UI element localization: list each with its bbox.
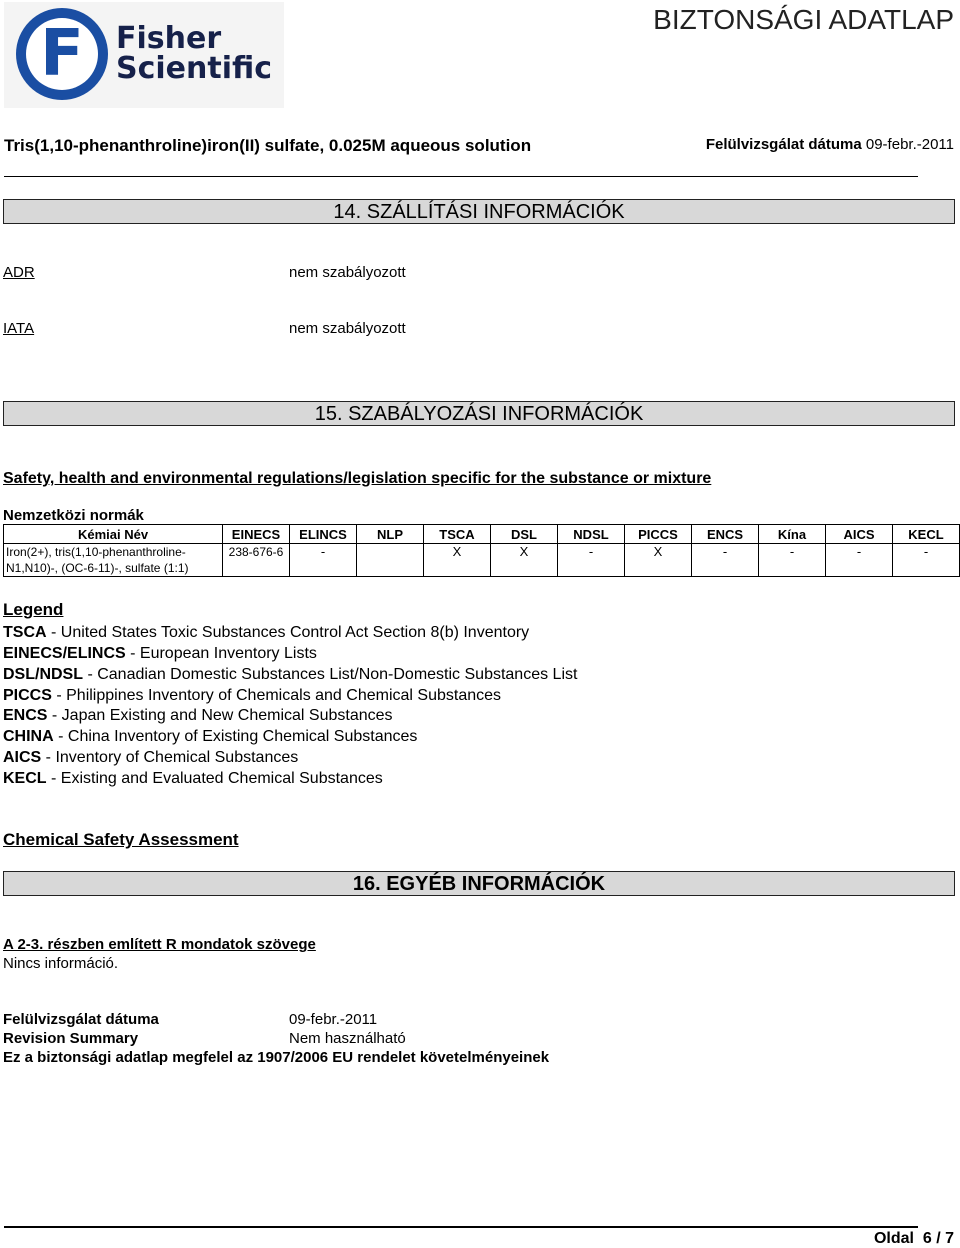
r-phrases-label: A 2-3. részben említett R mondatok szövege bbox=[3, 936, 316, 953]
r-phrases-value: Nincs információ. bbox=[3, 955, 119, 972]
kina-cell: - bbox=[759, 544, 826, 577]
nlp-cell bbox=[357, 544, 424, 577]
revision-summary-value: Nem használható bbox=[289, 1030, 406, 1047]
header-review-date bbox=[706, 136, 954, 153]
col-header-elincs: ELINCS bbox=[290, 525, 357, 544]
ndsl-cell: - bbox=[558, 544, 625, 577]
section-14-title: 14. SZÁLLÍTÁSI INFORMÁCIÓK bbox=[3, 199, 955, 224]
col-header-kecl: KECL bbox=[893, 525, 960, 544]
header-review-value: 09-febr.-2011 bbox=[865, 136, 954, 153]
section-16-title: 16. EGYÉB INFORMÁCIÓK bbox=[3, 871, 955, 896]
footer-review-label: Felülvizsgálat dátuma bbox=[3, 1011, 159, 1028]
dsl-cell: X bbox=[491, 544, 558, 577]
legend-title: Legend bbox=[3, 600, 64, 619]
legend-item-china: CHINA - China Inventory of Existing Chemical Substances bbox=[3, 728, 418, 745]
header-divider bbox=[4, 176, 918, 177]
page-number: Oldal 6 / 7 bbox=[873, 1230, 954, 1247]
header-review-label: Felülvizsgálat dátuma bbox=[705, 136, 862, 153]
legend-item-einecs: EINECS/ELINCS - European Inventory Lists bbox=[3, 645, 317, 662]
col-header-dsl: DSL bbox=[491, 525, 558, 544]
legend-item-tsca: TSCA - United States Toxic Substances Control Act Section 8(b) Inventory bbox=[3, 624, 530, 641]
elincs-cell: - bbox=[290, 544, 357, 577]
col-header-tsca: TSCA bbox=[424, 525, 491, 544]
adr-value: nem szabályozott bbox=[289, 264, 406, 281]
legend-item-kecl: KECL - Existing and Evaluated Chemical Substances bbox=[3, 770, 383, 787]
footer-review-value: 09-febr.-2011 bbox=[289, 1011, 378, 1028]
logo-mark-icon: F bbox=[16, 8, 108, 100]
table-header-row bbox=[4, 525, 960, 544]
regulations-subtitle: Safety, health and environmental regulations/legislation specific for the substance or mixture bbox=[3, 470, 712, 487]
company-logo bbox=[4, 2, 284, 108]
legend-item-encs: ENCS - Japan Existing and New Chemical Substances bbox=[3, 707, 393, 724]
table-row bbox=[4, 544, 960, 577]
iata-value: nem szabályozott bbox=[289, 320, 406, 337]
intl-norms-label: Nemzetközi normák bbox=[3, 507, 144, 524]
legend-item-aics: AICS - Inventory of Chemical Substances bbox=[3, 749, 299, 766]
col-header-nlp: NLP bbox=[357, 525, 424, 544]
col-header-piccs: PICCS bbox=[625, 525, 692, 544]
footer-divider bbox=[4, 1226, 918, 1228]
aics-cell: - bbox=[826, 544, 893, 577]
col-header-kina: Kína bbox=[759, 525, 826, 544]
einecs-cell: 238-676-6 bbox=[223, 544, 290, 577]
tsca-cell: X bbox=[424, 544, 491, 577]
product-name: Tris(1,10-phenanthroline)iron(II) sulfate, 0.025M aqueous solution bbox=[4, 136, 532, 155]
chemical-name-cell: Iron(2+), tris(1,10-phenanthroline-N1,N10)-, (OC-6-11)-, sulfate (1:1) bbox=[4, 544, 223, 577]
compliance-statement: Ez a biztonsági adatlap megfelel az 1907/2006 EU rendelet követelményeinek bbox=[3, 1049, 550, 1066]
logo-text-line2: Scientific bbox=[116, 51, 273, 86]
legend-item-dsl: DSL/NDSL - Canadian Domestic Substances List/Non-Domestic Substances List bbox=[3, 666, 578, 683]
col-header-name: Kémiai Név bbox=[4, 525, 223, 544]
piccs-cell: X bbox=[625, 544, 692, 577]
encs-cell: - bbox=[692, 544, 759, 577]
logo-text-line1: Fisher bbox=[116, 21, 222, 56]
document-title: BIZTONSÁGI ADATLAP bbox=[653, 4, 954, 35]
col-header-encs: ENCS bbox=[692, 525, 759, 544]
adr-label: ADR bbox=[3, 264, 35, 281]
chemical-safety-assessment-label: Chemical Safety Assessment bbox=[3, 830, 239, 849]
revision-summary-label: Revision Summary bbox=[3, 1030, 139, 1047]
col-header-einecs: EINECS bbox=[223, 525, 290, 544]
inventory-table bbox=[3, 524, 960, 577]
section-15-title: 15. SZABÁLYOZÁSI INFORMÁCIÓK bbox=[3, 401, 955, 426]
iata-label: IATA bbox=[3, 320, 35, 337]
col-header-ndsl: NDSL bbox=[558, 525, 625, 544]
col-header-aics: AICS bbox=[826, 525, 893, 544]
kecl-cell: - bbox=[893, 544, 960, 577]
legend-item-piccs: PICCS - Philippines Inventory of Chemicals and Chemical Substances bbox=[3, 687, 502, 704]
